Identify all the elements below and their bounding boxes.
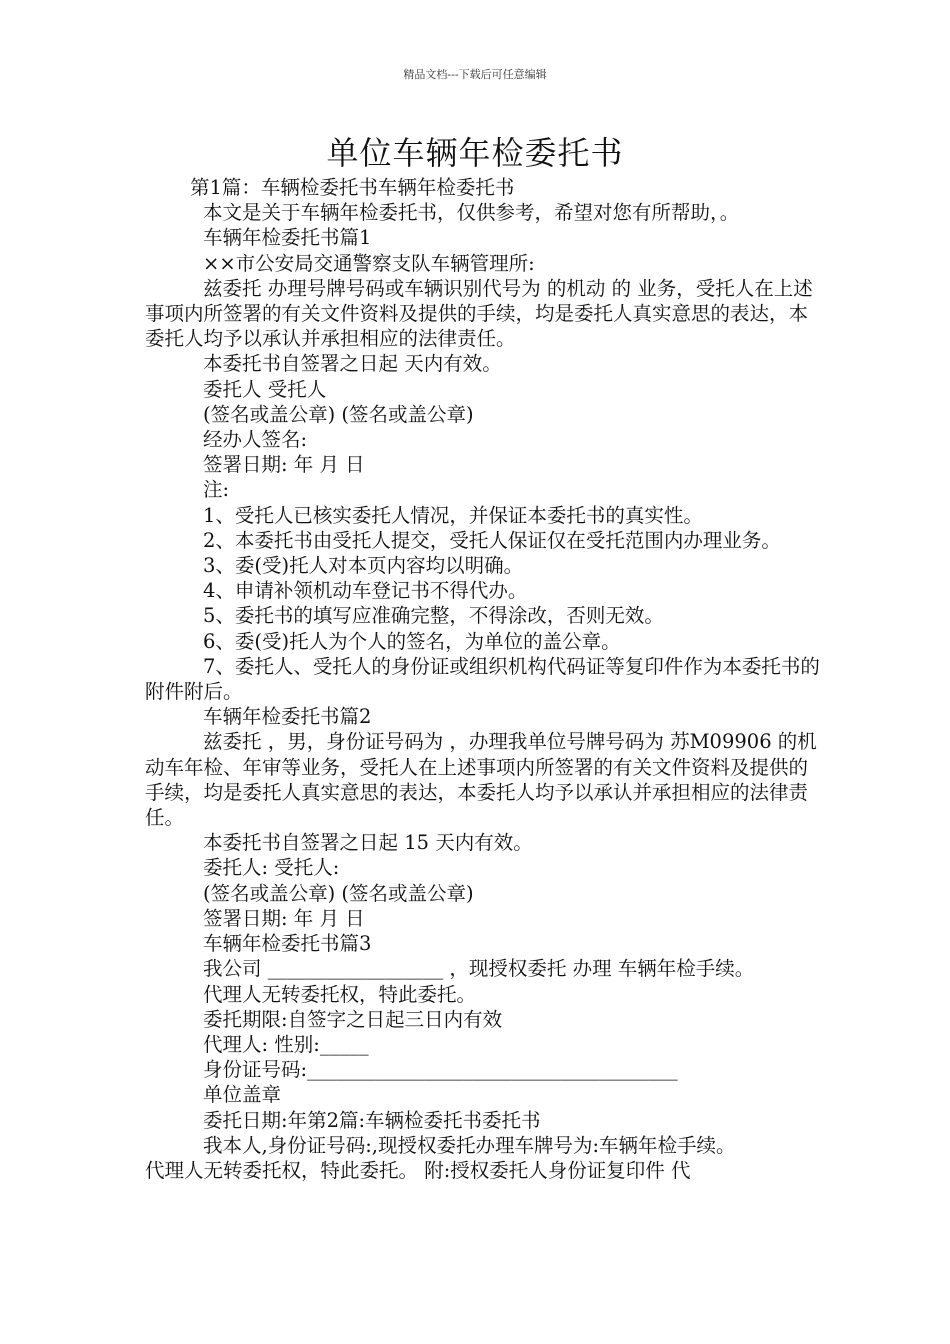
list-item: 7、委托人、受托人的身份证或组织机构代码证等复印件作为本委托书的附件附后。	[145, 654, 820, 704]
list-item: 3、委(受)托人对本页内容均以明确。	[203, 554, 524, 578]
list-item: 2、本委托书由受托人提交，受托人保证仅在受托范围内办理业务。	[203, 528, 781, 552]
list-item: 4、申请补领机动车登记书不得代办。	[203, 579, 528, 603]
paragraph: 兹委托 ，男，身份证号码为 ，办理我单位号牌号码为 苏M09906 的机动车年检、年审等业务，受托人在上述事项内所签署的有关文件资料及提供的手续，均是委托人真实意思的表达，本委托人均予以承认并承担相应的法律责任。	[145, 730, 817, 830]
paragraph: ××市公安局交通警察支队车辆管理所:	[203, 251, 535, 275]
paragraph: 委托日期:年第2篇:车辆检委托书委托书	[203, 1108, 541, 1132]
paragraph: 注:	[203, 478, 230, 502]
document-title: 单位车辆年检委托书	[326, 134, 624, 172]
section-heading: 车辆年检委托书篇2	[203, 705, 372, 729]
paragraph: 委托人 受托人	[203, 377, 327, 401]
paragraph: 签署日期: 年 月 日	[203, 453, 365, 477]
paragraph: (签名或盖公章) (签名或盖公章)	[203, 402, 474, 426]
list-item: 5、委托书的填写应准确完整，不得涂改，否则无效。	[203, 604, 664, 628]
paragraph: 代理人无转委托权，特此委托。 附:授权委托人身份证复印件 代	[145, 1158, 691, 1182]
section-heading: 第1篇：车辆检委托书车辆年检委托书	[190, 176, 515, 199]
list-item: 6、委(受)托人为个人的签名，为单位的盖公章。	[203, 629, 621, 653]
paragraph: 本委托书自签署之日起 15 天内有效。	[203, 831, 533, 855]
paragraph: 本委托书自签署之日起 天内有效。	[203, 352, 502, 376]
paragraph: (签名或盖公章) (签名或盖公章)	[203, 881, 474, 905]
paragraph: 兹委托 办理号牌号码或车辆识别代号为 的机动 的 业务，受托人在上述事项内所签署的有关文件资料及提供的手续，均是委托人真实意思的表达，本委托人均予以承认并承担相应的法律责任。	[145, 276, 813, 351]
paragraph: 签署日期: 年 月 日	[203, 906, 365, 930]
paragraph: 本文是关于车辆年检委托书，仅供参考，希望对您有所帮助，。	[203, 201, 740, 225]
paragraph: 代理人无转委托权，特此委托。	[203, 982, 477, 1006]
paragraph: 单位盖章	[203, 1083, 282, 1107]
list-item: 1、受托人已核实委托人情况，并保证本委托书的真实性。	[203, 503, 703, 527]
paragraph: 委托期限:自签字之日起三日内有效	[203, 1007, 503, 1031]
section-heading: 车辆年检委托书篇3	[203, 932, 372, 956]
paragraph: 委托人: 受托人:	[203, 856, 340, 880]
page-header: 精品文档---下载后可任意编辑	[403, 68, 547, 81]
paragraph: 代理人: 性别:_____	[203, 1032, 369, 1056]
paragraph: 我本人,身份证号码:,现授权委托办理车牌号为:车辆年检手续。	[203, 1133, 736, 1157]
section-heading: 车辆年检委托书篇1	[203, 226, 372, 250]
paragraph: 经办人签名:	[203, 428, 308, 452]
paragraph: 身份证号码:______________________________________	[203, 1058, 678, 1082]
document-body	[145, 175, 825, 1183]
paragraph: 我公司 __________________ ，现授权委托 办理 车辆年检手续。	[203, 957, 755, 981]
